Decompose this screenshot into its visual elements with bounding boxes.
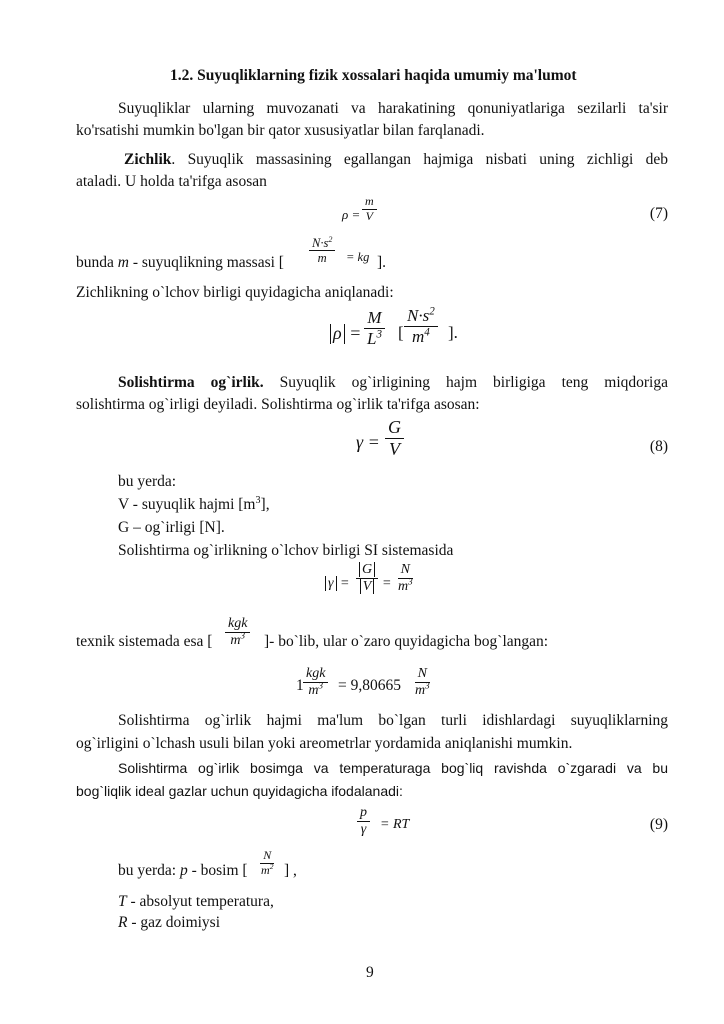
si-unit-line: Solishtirma og`irlikning o`lchov birligi SI sistemasida (118, 542, 454, 559)
mass-line: bunda m - suyuqlikning massasi [ (76, 254, 284, 271)
volume-definition: V - suyuqlik hajmi $[m^3]$, (118, 494, 270, 513)
equation-number-7: (7) (649, 205, 668, 222)
intro-line-2: ko'rsatishi mumkin bo'lgan bir qator xususiyatlar bilan farqlanadi. (76, 122, 485, 139)
weight-definition: G – og`irligi [N]. (118, 519, 225, 536)
formula-8-gamma: γ = (356, 432, 380, 452)
density-line-1 (124, 150, 668, 170)
pressure-definition: bu yerda: p - bosim [ (118, 862, 248, 879)
si-formula-equals: = (382, 576, 392, 591)
gas-constant-definition: R - gaz doimiysi (118, 914, 221, 931)
pressure-close: ] , (284, 862, 297, 879)
specific-weight-line-1-text: Suyuqlik og`irligining hajm birligiga teng miqdoriga (263, 374, 668, 391)
density-line-1-text: . Suyuqlik massasining egallangan hajmiga nisbati uning zichligi deb (171, 151, 668, 168)
mass-unit-kg: = kg (346, 250, 370, 264)
density-unit-fraction-2: $\frac{N\cdot s^2}{m^4}$ (404, 306, 438, 346)
conversion-one: 1 (296, 677, 304, 694)
formula-7-rho: ρ = (342, 207, 361, 222)
dependence-line-1: Solishtirma og`irlik bosimga va temperaturaga bog`liq ravishda o`zgaradi va bu (118, 760, 668, 776)
formula-9-rhs: = RT (380, 817, 410, 832)
measurement-line-1: Solishtirma og`irlik hajmi ma'lum bo`lgan turli idishlardagi suyuqliklarning (118, 712, 668, 729)
specific-weight-line-1 (118, 373, 668, 393)
density-unit-line: Zichlikning o`lchov birligi quyidagicha aniqlanadi: (76, 284, 394, 301)
conversion-value: = 9,80665 (338, 677, 401, 694)
here-label: bu yerda: (118, 473, 177, 490)
formula-8-fraction: $\frac{G}{V}$ (385, 417, 404, 459)
mass-unit-fraction: $\frac{N\cdot s^2}{m}$ (309, 236, 335, 266)
conversion-fraction-1: kgk $m^3$ (303, 666, 328, 699)
section-heading: 1.2. Suyuqliklarning fizik xossalari haqida umumiy ma'lumot (170, 67, 577, 84)
specific-weight-line-2: solishtirma og`irligi deyiladi. Solishtirma og`irlik ta'rifga asosan: (76, 396, 480, 413)
dependence-line-2: bog`liqlik ideal gazlar uchun quyidagicha ifodalanadi: (76, 783, 403, 799)
equation-number-8: (8) (649, 438, 668, 455)
mass-variable: m (117, 254, 129, 271)
mass-line-close: ]. (377, 254, 387, 271)
page-number: 9 (366, 964, 374, 981)
equation-number-9: (9) (649, 816, 668, 833)
density-unit-lhs: ρ = (330, 323, 361, 344)
specific-weight-term: Solishtirma og`irlik. (118, 374, 264, 391)
density-term: Zichlik (124, 151, 172, 168)
density-unit-bracket-open: [ (398, 323, 404, 342)
density-unit-fraction-1: $\frac{M}{L^3}$ (364, 308, 385, 348)
technical-system-prefix: texnik sistemada esa [ (76, 633, 213, 650)
measurement-line-2: og`irligini o`lchash usuli bilan yoki areometrlar yordamida aniqlanishi mumkin. (76, 735, 573, 752)
formula-9-fraction: $\frac{p}{\gamma}$ (357, 805, 370, 838)
formula-7-fraction: $\frac{m}{V}$ (362, 195, 377, 224)
pressure-unit-fraction: $\frac{N}{m^2}$ (261, 848, 274, 877)
si-formula-fraction-1: $\frac{G}{V}$ (356, 562, 378, 595)
technical-unit-fraction: kgk $m^3$ (225, 616, 250, 649)
si-formula-fraction-2: $\frac{N}{m^3}$ (398, 562, 413, 595)
intro-line-1: Suyuqliklar ularning muvozanati va harakatining qonuniyatlariga sezilarli ta'sir (118, 100, 668, 117)
density-unit-bracket-close: ]. (448, 323, 458, 342)
conversion-fraction-2: $\frac{N}{m^3}$ (415, 666, 430, 699)
temperature-definition: T - absolyut temperatura, (118, 893, 274, 910)
density-line-2: ataladi. U holda ta'rifga asosan (76, 173, 267, 190)
pressure-variable: p (179, 862, 188, 879)
si-formula-lhs: γ = (325, 574, 349, 594)
technical-system-suffix: ]- bo`lib, ular o`zaro quyidagicha bog`langan: (264, 633, 549, 650)
